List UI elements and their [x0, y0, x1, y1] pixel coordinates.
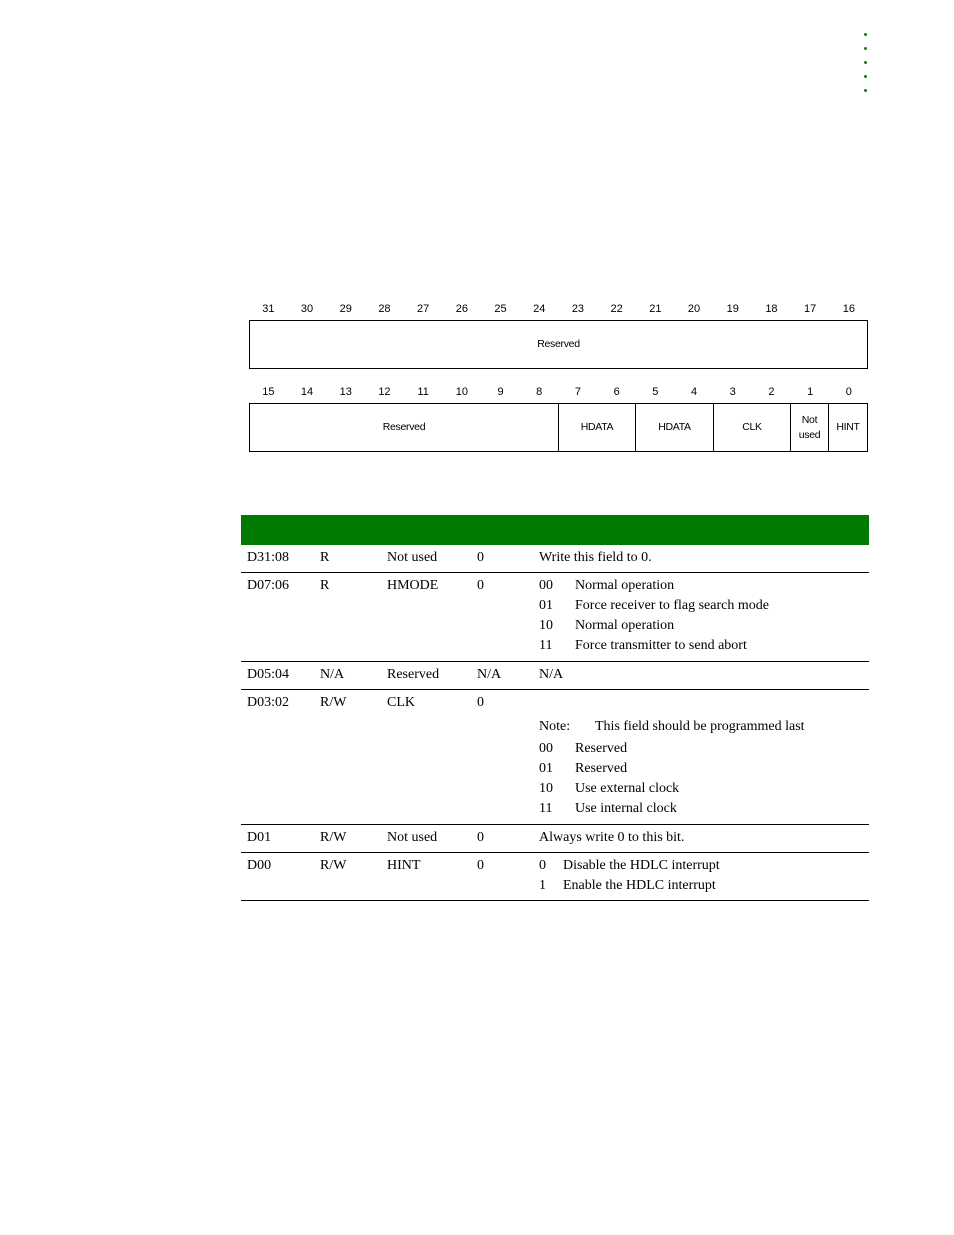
option-code: 00 [539, 578, 553, 593]
option-text: Normal operation [575, 618, 675, 633]
mnemonic-cell: Not used [387, 830, 438, 845]
option-line [539, 878, 716, 894]
margin-dot [864, 75, 867, 78]
option-line [539, 578, 675, 594]
upper-bit-numbers [249, 303, 868, 317]
bit-number: 5 [652, 386, 659, 398]
bit-number: 3 [729, 386, 736, 398]
table-header-bar [241, 515, 869, 545]
table-row [241, 662, 869, 690]
option-line [539, 741, 628, 757]
bit-number: 4 [690, 386, 698, 398]
reset-cell: 0 [477, 578, 484, 593]
mnemonic-cell: Not used [387, 550, 438, 565]
bit-number: 16 [842, 303, 855, 315]
note-line [539, 719, 805, 735]
mnemonic-cell: CLK [387, 695, 415, 710]
table-row [241, 573, 869, 662]
option-text: Normal operation [575, 578, 675, 593]
reset-cell: 0 [477, 695, 484, 710]
bit-number: 23 [571, 303, 585, 315]
access-cell: R [320, 550, 330, 565]
option-text: Use external clock [575, 781, 680, 796]
option-code: 00 [539, 741, 553, 756]
table-row [241, 690, 869, 825]
table-row [241, 545, 869, 573]
access-cell: R/W [320, 830, 347, 845]
bit-number: 18 [765, 303, 778, 315]
access-cell: R/W [320, 858, 347, 873]
option-line [539, 598, 769, 614]
note-label: Note: [539, 719, 571, 734]
bit-number: 14 [300, 386, 314, 398]
option-line [539, 761, 628, 777]
note-text: This field should be programmed last [595, 719, 805, 734]
access-cell: N/A [320, 667, 345, 682]
option-text: Force receiver to flag search mode [575, 598, 769, 613]
bit-number: 20 [687, 303, 701, 315]
option-code: 1 [539, 878, 546, 893]
option-code: 11 [539, 801, 553, 816]
bit-number: 31 [262, 303, 275, 315]
mnemonic-cell: Reserved [387, 667, 440, 682]
option-text: Disable the HDLC interrupt [563, 858, 720, 873]
bit-number: 28 [378, 303, 391, 315]
bit-number: 17 [804, 303, 817, 315]
option-code: 01 [539, 598, 553, 613]
bits-cell: D00 [247, 858, 272, 873]
mnemonic-cell: HMODE [387, 578, 439, 593]
bit-number: 10 [455, 386, 468, 398]
description-cell: N/A [539, 667, 564, 682]
lower-bit-numbers [249, 386, 868, 400]
option-code: 10 [539, 618, 553, 633]
margin-dot [864, 33, 867, 36]
hint-field: HINT [828, 404, 867, 451]
hdata-field-a: HDATA [558, 404, 635, 451]
bits-cell: D01 [247, 830, 272, 845]
option-code: 0 [539, 858, 546, 873]
access-cell: R [320, 578, 330, 593]
bit-number: 9 [497, 386, 504, 398]
description-cell: Write this field to 0. [539, 550, 652, 565]
option-text: Reserved [575, 741, 628, 756]
bit-number: 29 [339, 303, 352, 315]
hdata-field-b: HDATA [635, 404, 713, 451]
bit-number: 11 [417, 386, 429, 398]
not-used-line-2: used [798, 428, 821, 441]
bit-number: 7 [574, 386, 581, 398]
option-code: 01 [539, 761, 553, 776]
not-used-line-1: Not [801, 413, 818, 426]
bit-number: 26 [455, 303, 468, 315]
option-line [539, 638, 747, 654]
register-upper-box [249, 320, 868, 369]
bits-cell: D03:02 [247, 695, 289, 710]
reserved-field-lower: Reserved [382, 421, 426, 433]
reset-cell: 0 [477, 550, 484, 565]
margin-dot [864, 61, 867, 64]
margin-dots [863, 33, 869, 103]
option-line [539, 618, 675, 634]
bit-number: 15 [262, 386, 275, 398]
clk-field: CLK [713, 404, 790, 451]
reserved-field-upper: Reserved [537, 338, 580, 350]
bit-number: 22 [610, 303, 623, 315]
bit-number: 24 [533, 303, 546, 315]
access-cell: R/W [320, 695, 347, 710]
bit-number: 30 [300, 303, 314, 315]
margin-dot [864, 89, 867, 92]
bit-number: 25 [494, 303, 507, 315]
option-text: Reserved [575, 761, 628, 776]
table-row [241, 853, 869, 901]
reset-cell: 0 [477, 830, 484, 845]
bit-number: 2 [768, 386, 775, 398]
mnemonic-cell: HINT [387, 858, 421, 873]
table-row [241, 825, 869, 853]
bits-cell: D05:04 [247, 667, 289, 682]
option-text: Force transmitter to send abort [575, 638, 747, 653]
bit-number: 0 [845, 386, 852, 398]
bit-number: 12 [378, 386, 391, 398]
bit-number: 13 [339, 386, 352, 398]
bit-number: 21 [649, 303, 662, 315]
option-line [539, 801, 677, 817]
option-line [539, 781, 680, 797]
margin-dot [864, 47, 867, 50]
bit-number: 1 [807, 386, 814, 398]
option-code: 10 [539, 781, 553, 796]
bit-number: 8 [536, 386, 543, 398]
option-code: 11 [539, 638, 553, 653]
bit-number: 6 [613, 386, 620, 398]
bits-cell: D31:08 [247, 550, 289, 565]
option-text: Enable the HDLC interrupt [563, 878, 716, 893]
reset-cell: N/A [477, 667, 502, 682]
bit-number: 19 [726, 303, 739, 315]
option-text: Use internal clock [575, 801, 677, 816]
bits-cell: D07:06 [247, 578, 289, 593]
register-lower-box [249, 403, 868, 452]
not-used-field [790, 404, 828, 451]
reset-cell: 0 [477, 858, 484, 873]
bit-number: 27 [417, 303, 430, 315]
option-line [539, 858, 720, 874]
description-cell: Always write 0 to this bit. [539, 830, 685, 845]
